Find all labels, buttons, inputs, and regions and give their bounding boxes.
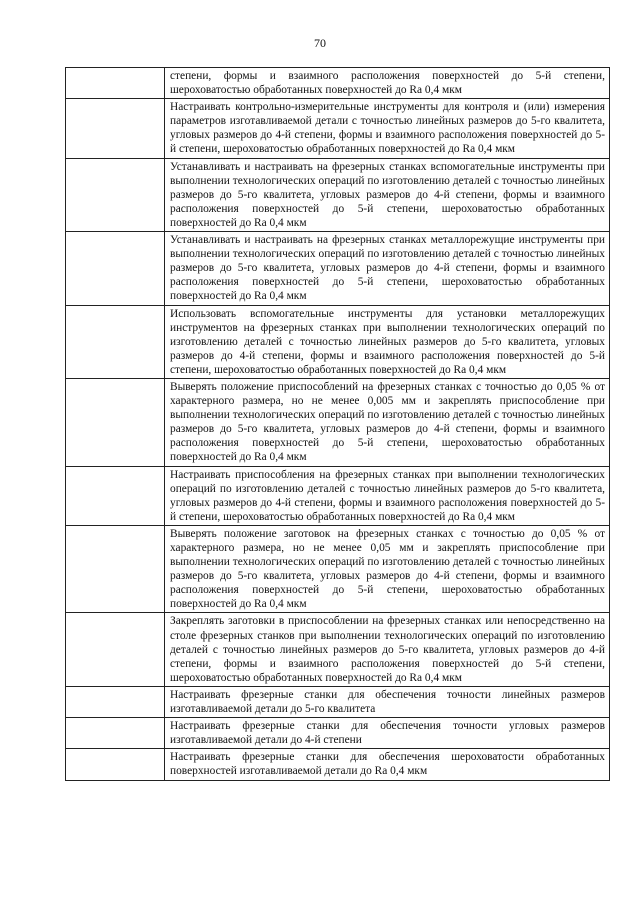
skill-text: Выверять положение приспособлений на фрезерных станках с точностью до 0,05 % от характерного размера, но не менее 0,005 мм и закреплять приспособление при выполнении технологических операций по изготовлению деталей с точностью линейных размеров до 5-го квалитета, угловых размеров до 4-й степени, формы и взаимного расположения поверхностей до 5-й степени, шероховатостью обработанных поверхностей до Ra 0,4 мкм xyxy=(165,379,610,466)
table-row xyxy=(65,526,610,614)
skill-text: Устанавливать и настраивать на фрезерных станках металлорежущие инструменты при выполнении технологических операций по изготовлению деталей с точностью линейных размеров до 5-го квалитета, угловых размеров до 4-й степени, формы и взаимного расположения поверхностей до 5-й степени, шероховатостью обработанных поверхностей до Ra 0,4 мкм xyxy=(165,232,610,304)
table-row xyxy=(65,379,610,467)
skill-text: Устанавливать и настраивать на фрезерных станках вспомогательные инструменты при выполнении технологических операций по изготовлению деталей с точностью линейных размеров до 5-го квалитета, угловых размеров до 4-й степени, формы и взаимного расположения поверхностей до 5-й степени, шероховатостью обработанных поверхностей до Ra 0,4 мкм xyxy=(165,159,610,231)
table-row xyxy=(65,718,610,749)
skill-text: Настраивать приспособления на фрезерных станках при выполнении технологических операций по изготовлению деталей с точностью линейных размеров до 5-го квалитета, угловых размеров до 4-й степени, формы и взаимного расположения поверхностей до 5-й степени, шероховатостью обработанных поверхностей до Ra 0,4 мкм xyxy=(165,467,610,525)
left-cell xyxy=(65,306,165,378)
left-cell xyxy=(65,232,165,304)
left-cell xyxy=(65,687,165,717)
table-row xyxy=(65,99,610,158)
table-row xyxy=(65,232,610,305)
skill-text: Настраивать контрольно-измерительные инструменты для контроля и (или) измерения параметров изготавливаемой детали с точностью линейных размеров до 5-го квалитета, угловых размеров до 4-й степени, формы и взаимного расположения поверхностей до 5-й степени, шероховатостью обработанных поверхностей до Ra 0,4 мкм xyxy=(165,99,610,157)
left-cell xyxy=(65,159,165,231)
skill-text: Настраивать фрезерные станки для обеспечения точности линейных размеров изготавливаемой детали до 5-го квалитета xyxy=(165,687,610,717)
table-row xyxy=(65,749,610,780)
page-number: 70 xyxy=(314,36,326,50)
skill-text: Настраивать фрезерные станки для обеспечения точности угловых размеров изготавливаемой детали до 4-й степени xyxy=(165,718,610,748)
left-cell xyxy=(65,718,165,748)
skill-text: Выверять положение заготовок на фрезерных станках с точностью до 0,05 % от характерного размера, но не менее 0,05 мм и закреплять приспособление при выполнении технологических операций по изготовлению деталей с точностью линейных размеров до 5-го квалитета, угловых размеров до 4-й степени, формы и взаимного расположения поверхностей до 5-й степени, шероховатостью обработанных поверхностей до Ra 0,4 мкм xyxy=(165,526,610,613)
skills-table xyxy=(65,67,610,781)
left-cell xyxy=(65,68,165,98)
left-cell xyxy=(65,467,165,525)
table-row xyxy=(65,306,610,379)
table-row xyxy=(65,687,610,718)
table-row xyxy=(65,613,610,686)
skill-text: степени, формы и взаимного расположения поверхностей до 5-й степени, шероховатостью обработанных поверхностей до Ra 0,4 мкм xyxy=(165,68,610,98)
left-cell xyxy=(65,99,165,157)
left-cell xyxy=(65,526,165,613)
left-cell xyxy=(65,613,165,685)
skill-text: Закреплять заготовки в приспособлении на фрезерных станках или непосредственно на столе фрезерных станков при выполнении технологических операций по изготовлению деталей с точностью линейных размеров до 5-го квалитета, угловых размеров до 4-й степени, формы и взаимного расположения поверхностей до 5-й степени, шероховатостью обработанных поверхностей до Ra 0,4 мкм xyxy=(165,613,610,685)
skill-text: Настраивать фрезерные станки для обеспечения шероховатости обработанных поверхностей изготавливаемой детали до Ra 0,4 мкм xyxy=(165,749,610,779)
skill-text: Использовать вспомогательные инструменты для установки металлорежущих инструментов на фрезерных станках при выполнении технологических операций по изготовлению деталей с точностью линейных размеров до 5-го квалитета, угловых размеров до 4-й степени, формы и взаимного расположения поверхностей до 5-й степени, шероховатостью обработанных поверхностей до Ra 0,4 мкм xyxy=(165,306,610,378)
table-row xyxy=(65,467,610,526)
left-cell xyxy=(65,749,165,779)
table-row xyxy=(65,159,610,232)
left-cell xyxy=(65,379,165,466)
table-row xyxy=(65,68,610,99)
